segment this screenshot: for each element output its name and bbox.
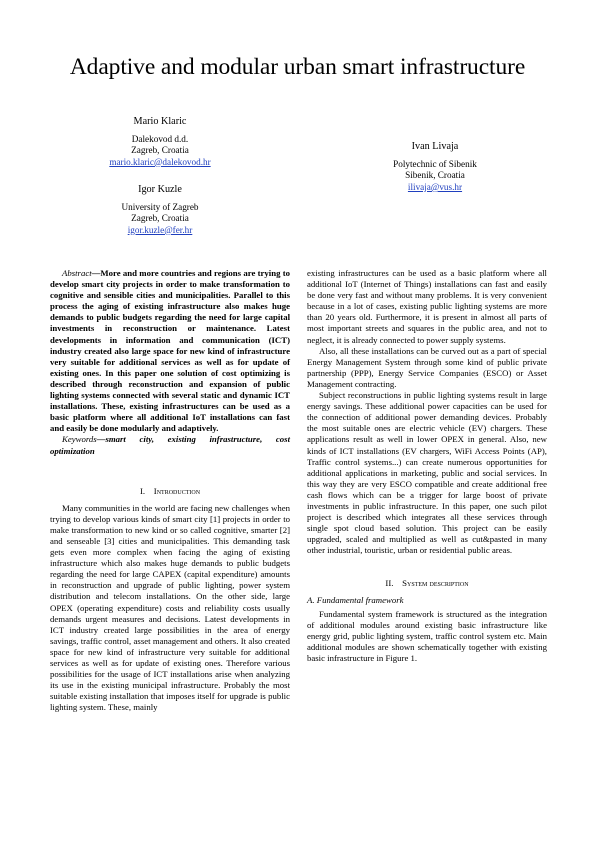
author-name: Ivan Livaja	[411, 141, 459, 152]
paper-title: Adaptive and modular urban smart infrastructure	[69, 54, 526, 80]
right-column	[307, 268, 547, 664]
section-heading-2	[307, 578, 547, 589]
paragraph: existing infrastructures can be used as a basic platform where all additional IoT (Internet of Things) installations can fast and easily be done very fast and without many problems. It is very convenient because in a lot of cases, existing public lighting systems are more than 20 years old. Furthermore, it is present in almost all parts of most important streets and squares in the public area, and not to neglect, it is already connected to power supply systems.	[307, 268, 547, 345]
abstract-label: Abstract	[62, 268, 92, 278]
subsection-heading: A. Fundamental framework	[307, 594, 404, 605]
keywords	[50, 434, 290, 456]
paragraph: Also, all these installations can be curved out as a part of special Energy Management System through some kind of public private partnership (PPP), Energy Service Companies (ESCO) or Asset Management contracting.	[307, 345, 547, 389]
section-number: I.	[139, 485, 146, 496]
author-block-1	[95, 116, 225, 168]
abstract-text: —More and more countries and regions are trying to develop smart city projects in order to make transformation to cognitive and sensible cities and municipalities. Parallel to this process the aging of existing infrastructure also makes huge demands to public budgets regarding the need for large capital investments in reconstruction or maintenance. Latest developments in information and communication (ICT) industry created also large space for new kind of infrastructure very suitable for additional services as well as for update of existing ones. In this paper one solution of cost optimizing is described through reconstruction and expansion of public lighting systems connected with several static and dynamic ICT installations. These, existing infrastructures can be used as a basic platform where all additional IoT installations can fast and easily be done modularly and adaptively.	[50, 268, 290, 434]
author-email-link[interactable]: ilivaja@vus.hr	[407, 181, 463, 192]
author-name: Mario Klaric	[133, 116, 187, 127]
author-affiliation: University of Zagreb	[121, 201, 199, 212]
author-name: Igor Kuzle	[138, 184, 182, 195]
keywords-label: Keywords	[62, 434, 97, 445]
author-location: Zagreb, Croatia	[131, 145, 189, 156]
author-location: Zagreb, Croatia	[131, 213, 189, 224]
left-column	[50, 268, 290, 713]
author-block-3	[370, 141, 500, 193]
author-block-2	[95, 184, 225, 236]
section-number: II.	[385, 578, 394, 589]
author-email-link[interactable]: mario.klaric@dalekovod.hr	[109, 156, 211, 167]
author-affiliation: Dalekovod d.d.	[131, 133, 189, 144]
abstract	[50, 268, 290, 434]
paragraph: Subject reconstructions in public lighting systems result in large energy savings. These additional power capacities can be used for the connection of additional power demanding devices. Probably the most suitable ones are electric vehicle (EV) chargers. These applications result as well in lower OPEX in general. Also, new kinds of ICT installations (EV chargers, WiFi Access Points (AP), Traffic control systems...) can create numerous opportunities for additional applications in marketing, public and social services. In this way they are very ESCO compatible and create additional free cash flows which can be a trigger for large boost of private investments in public infrastructure. In this paper, one such pilot project is described which integrates all these services through single spot cloud based solution. This project can be easily upgraded, scaled and multiplied as well as cut&pasted in many other industrial, touristic, urban or residential public areas.	[307, 390, 547, 556]
keywords-text: —smart city, existing infrastructure, cost optimization	[50, 434, 290, 456]
paragraph: Fundamental system framework is structured as the integration of additional modules around existing basic infrastructure like energy grid, public lighting system, traffic control system etc. Main additional modules are shown schematically together with existing basic infrastructure in Figure 1.	[307, 608, 547, 663]
paragraph: Many communities in the world are facing new challenges when trying to develop various kinds of smart city [1] projects in order to make transformation to new kind or so called cognitive, smarter [2] and senseable [3] cities and municipalities. This demanding task gets even more complex when facing the aging of existing infrastructure which also makes huge demands to public budgets regarding the need for large CAPEX (capital expenditure) amounts in reconstruction and upgrade of public lighting, power system distribution and telecom installations. On the other side, large OPEX (operating expenditure) costs and reliability costs usually demands urgent measures and decisions. Latest developments in ICT industry created large possibilities in the area of energy savings, traffic control, asset management and others. It also created space for new kind of infrastructure very suitable for additional services as well as for update of existing ones. Therefore various possibilities for the usage of ICT installations arise when analyzing its use in the existing municipal infrastructure. Probably the most suitable existing installation that imposes itself for upgrade is public lighting system. These, mainly	[50, 502, 290, 713]
author-affiliation: Polytechnic of Sibenik	[393, 158, 477, 169]
author-email-link[interactable]: igor.kuzle@fer.hr	[127, 224, 193, 235]
section-heading-1	[50, 486, 290, 497]
author-location: Sibenik, Croatia	[405, 170, 465, 181]
section-title: System description	[402, 578, 469, 589]
section-title: Introduction	[153, 485, 201, 496]
